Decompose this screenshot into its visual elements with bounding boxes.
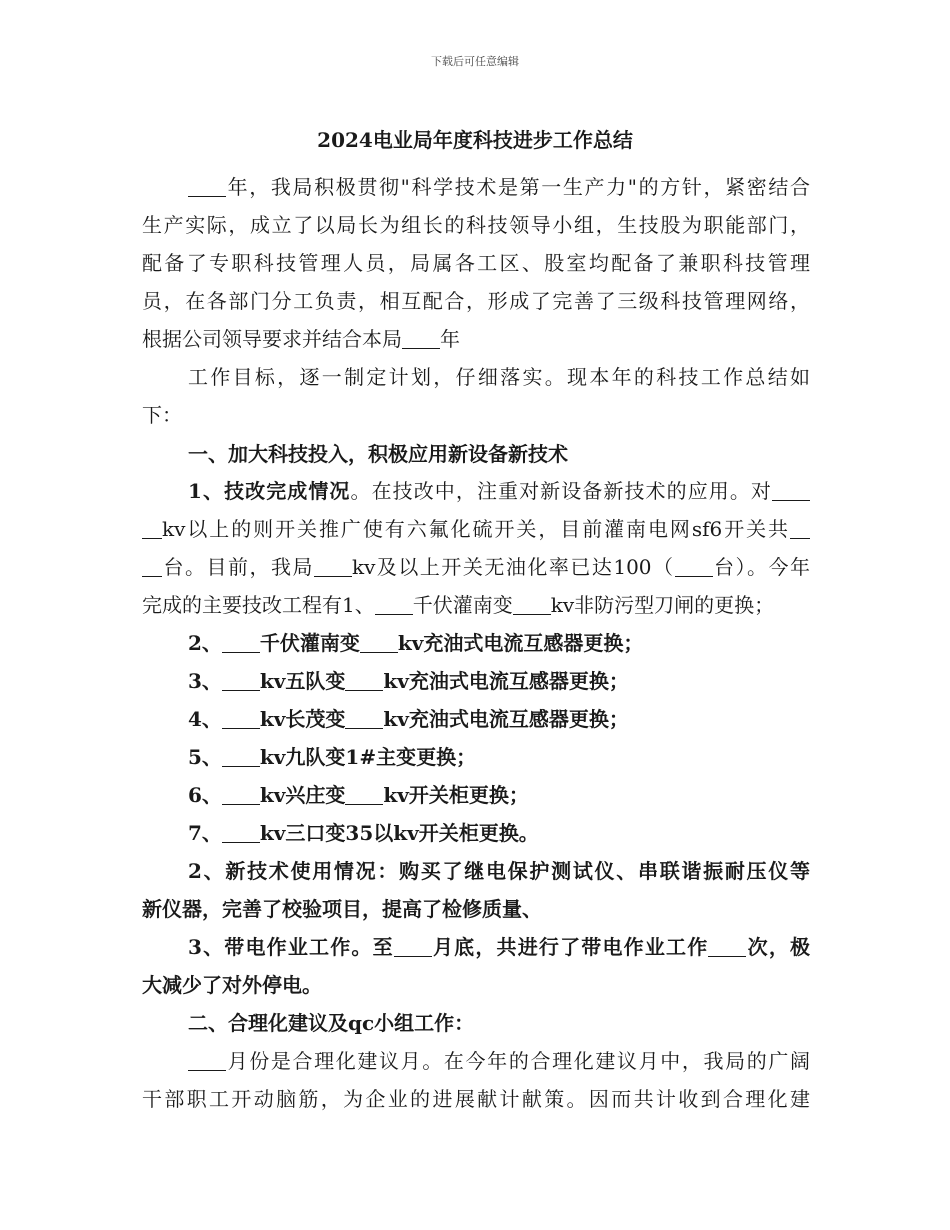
blank-underline [402, 330, 440, 349]
blank-underline [188, 1052, 226, 1071]
list-item: 5、 kv九队变1#主变更换； [188, 745, 477, 769]
blank-underline [360, 634, 398, 653]
list-item: 3、 kv五队变 kv充油式电流互感器更换； [188, 669, 629, 693]
blank-underline [142, 520, 162, 539]
blank-underline [222, 748, 260, 767]
paragraph-line: 大减少了对外停电。 [142, 973, 322, 997]
blank-underline [222, 786, 260, 805]
blank-underline [345, 710, 383, 729]
paragraph-line: 新仪器，完善了校验项目，提高了检修质量、 [142, 897, 542, 921]
list-item: 6、 kv兴庄变 kv开关柜更换； [188, 783, 529, 807]
paragraph-line: 月份是合理化建议月。在今年的合理化建议月中，我局的广阔 [188, 1047, 810, 1075]
document-title: 2024电业局年度科技进步工作总结 [317, 128, 633, 152]
blank-underline [314, 558, 352, 577]
blank-underline [513, 596, 551, 615]
list-item: 2、 千伏灌南变 kv充油式电流互感器更换； [188, 631, 644, 655]
section-heading: 一、加大科技投入，积极应用新设备新技术 [188, 442, 568, 466]
paragraph-line: 完成的主要技改工程有1、 千伏灌南变 kv非防污型刀闸的更换； [142, 593, 775, 617]
blank-underline [188, 178, 226, 197]
blank-underline [375, 596, 413, 615]
paragraph-line: 工作目标，逐一制定计划，仔细落实。现本年的科技工作总结如 [188, 365, 810, 389]
paragraph-line: 根据公司领导要求并结合本局 年 [142, 327, 460, 351]
paragraph-line: 干部职工开动脑筋，为企业的进展献计献策。因而共计收到合理化建 [142, 1087, 810, 1111]
paragraph-line: 生产实际，成立了以局长为组长的科技领导小组，生技股为职能部门， [142, 213, 810, 237]
blank-underline [222, 710, 260, 729]
blank-underline [675, 558, 713, 577]
blank-underline [222, 824, 260, 843]
blank-underline [222, 672, 260, 691]
blank-underline [345, 672, 383, 691]
paragraph-line: 员，在各部门分工负责，相互配合，形成了完善了三级科技管理网络， [142, 289, 810, 313]
blank-underline [345, 786, 383, 805]
paragraph-line: kv以上的则开关推广使有六氟化硫开关，目前灌南电网sf6开关共 [142, 515, 810, 543]
paragraph-line: 台。目前，我局 kv及以上开关无油化率已达100（ 台）。今年 [142, 553, 810, 581]
blank-underline [394, 938, 432, 957]
paragraph-line: 1、技改完成情况。在技改中，注重对新设备新技术的应用。对 [188, 477, 810, 505]
blank-underline [772, 482, 810, 501]
list-item: 4、 kv长茂变 kv充油式电流互感器更换； [188, 707, 629, 731]
blank-underline [708, 938, 746, 957]
paragraph-line: 下： [142, 403, 182, 427]
list-item: 7、 kv三口变35以kv开关柜更换。 [188, 821, 539, 845]
blank-underline [222, 634, 260, 653]
paragraph-line: 年，我局积极贯彻"科学技术是第一生产力"的方针，紧密结合 [142, 173, 810, 201]
blank-underline [790, 520, 810, 539]
paragraph-line: 配备了专职科技管理人员，局属各工区、股室均配备了兼职科技管理 [142, 251, 810, 275]
section-heading: 二、合理化建议及qc小组工作： [188, 1011, 475, 1035]
paragraph-line: 2、新技术使用情况：购买了继电保护测试仪、串联谐振耐压仪等 [188, 859, 810, 883]
paragraph-line: 3、带电作业工作。至 月底，共进行了带电作业工作 次，极 [188, 935, 811, 959]
page-header: 下载后可任意编辑 [431, 55, 519, 68]
blank-underline [142, 558, 162, 577]
